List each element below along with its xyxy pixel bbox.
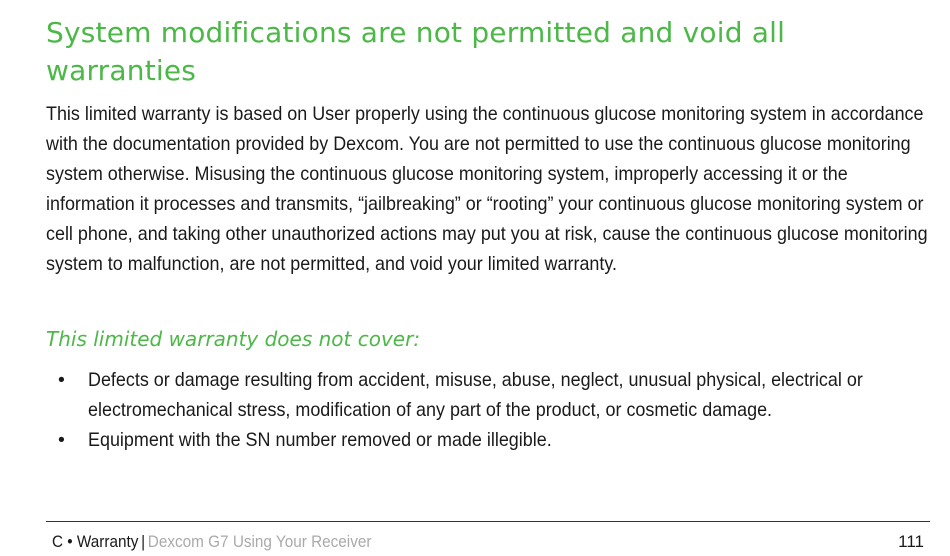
bullet-icon: • (58, 369, 65, 391)
page-number: 111 (898, 532, 924, 551)
body-paragraph: This limited warranty is based on User properly using the continuous glucose monitoring system in accordance with the documentation provided by Dexcom. You are not permitted to use the continuous glucose monitoring system otherwise. Misusing the continuous glucose monitoring system, improperly accessing it or the information it processes and transmits, “jailbreaking” or “rooting” your continuous glucose monitoring system or cell phone, and taking other unauthorized actions may put you at risk, cause the continuous glucose monitoring system to malfunction, are not permitted, and void your limited warranty. (46, 103, 928, 275)
footer-breadcrumb (52, 529, 371, 555)
footer-divider (46, 521, 930, 522)
subheading: This limited warranty does not cover: (46, 327, 421, 351)
footer-document-title: Dexcom G7 Using Your Receiver (147, 532, 372, 551)
list-item (46, 365, 936, 425)
footer-section-label: C • (52, 532, 73, 551)
exclusions-list (46, 365, 936, 455)
page-footer (52, 529, 924, 555)
list-item-text: Defects or damage resulting from accident, misuse, abuse, neglect, unusual physical, electrical or electromechanical stress, modification of any part of the product, or cosmetic damage. (88, 369, 863, 421)
bullet-icon: • (58, 429, 65, 451)
list-item-text: Equipment with the SN number removed or made illegible. (88, 429, 552, 451)
page-heading: System modifications are not permitted and void all warranties (46, 16, 786, 87)
list-item (46, 425, 936, 455)
footer-separator: | (141, 532, 146, 551)
footer-chapter-title: Warranty (76, 532, 139, 551)
